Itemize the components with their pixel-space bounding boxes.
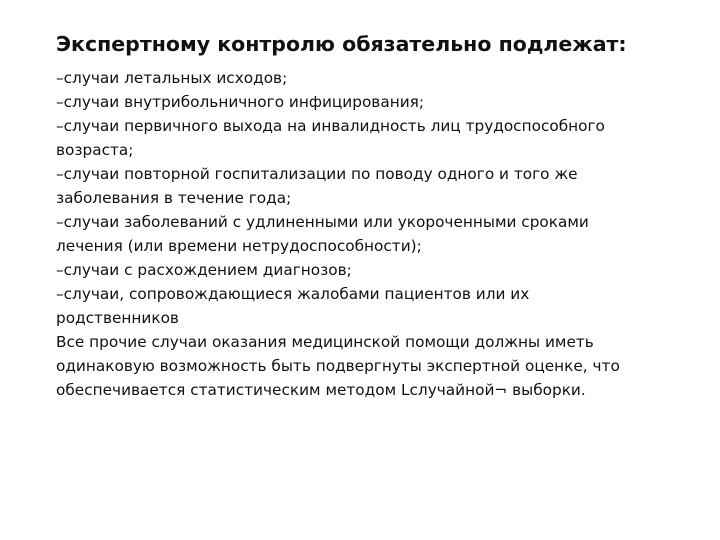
text-line: возраста; bbox=[56, 141, 134, 159]
text-line: лечения (или времени нетрудоспособности); bbox=[56, 237, 422, 255]
text-line: –случаи с расхождением диагнозов; bbox=[56, 261, 352, 279]
text-line: родственников bbox=[56, 309, 179, 327]
text-line: одинаковую возможность быть подвергнуты экспертной оценке, что bbox=[56, 357, 620, 375]
text-line: –случаи, сопровождающиеся жалобами пациентов или их bbox=[56, 285, 530, 303]
slide-text-body bbox=[56, 66, 666, 402]
text-line: –случаи внутрибольничного инфицирования; bbox=[56, 93, 424, 111]
slide-content bbox=[56, 30, 666, 402]
slide-title: Экспертному контролю обязательно подлежат: bbox=[56, 32, 627, 56]
text-line: заболевания в течение года; bbox=[56, 189, 292, 207]
text-line: обеспечивается статистическим методом Lслучайной¬ выборки. bbox=[56, 381, 586, 399]
text-line: Все прочие случаи оказания медицинской помощи должны иметь bbox=[56, 333, 594, 351]
text-line: –случаи летальных исходов; bbox=[56, 69, 288, 87]
text-line: –случаи заболеваний с удлиненными или укороченными сроками bbox=[56, 213, 589, 231]
text-line: –случаи первичного выхода на инвалидность лиц трудоспособного bbox=[56, 117, 605, 135]
text-line: –случаи повторной госпитализации по поводу одного и того же bbox=[56, 165, 578, 183]
